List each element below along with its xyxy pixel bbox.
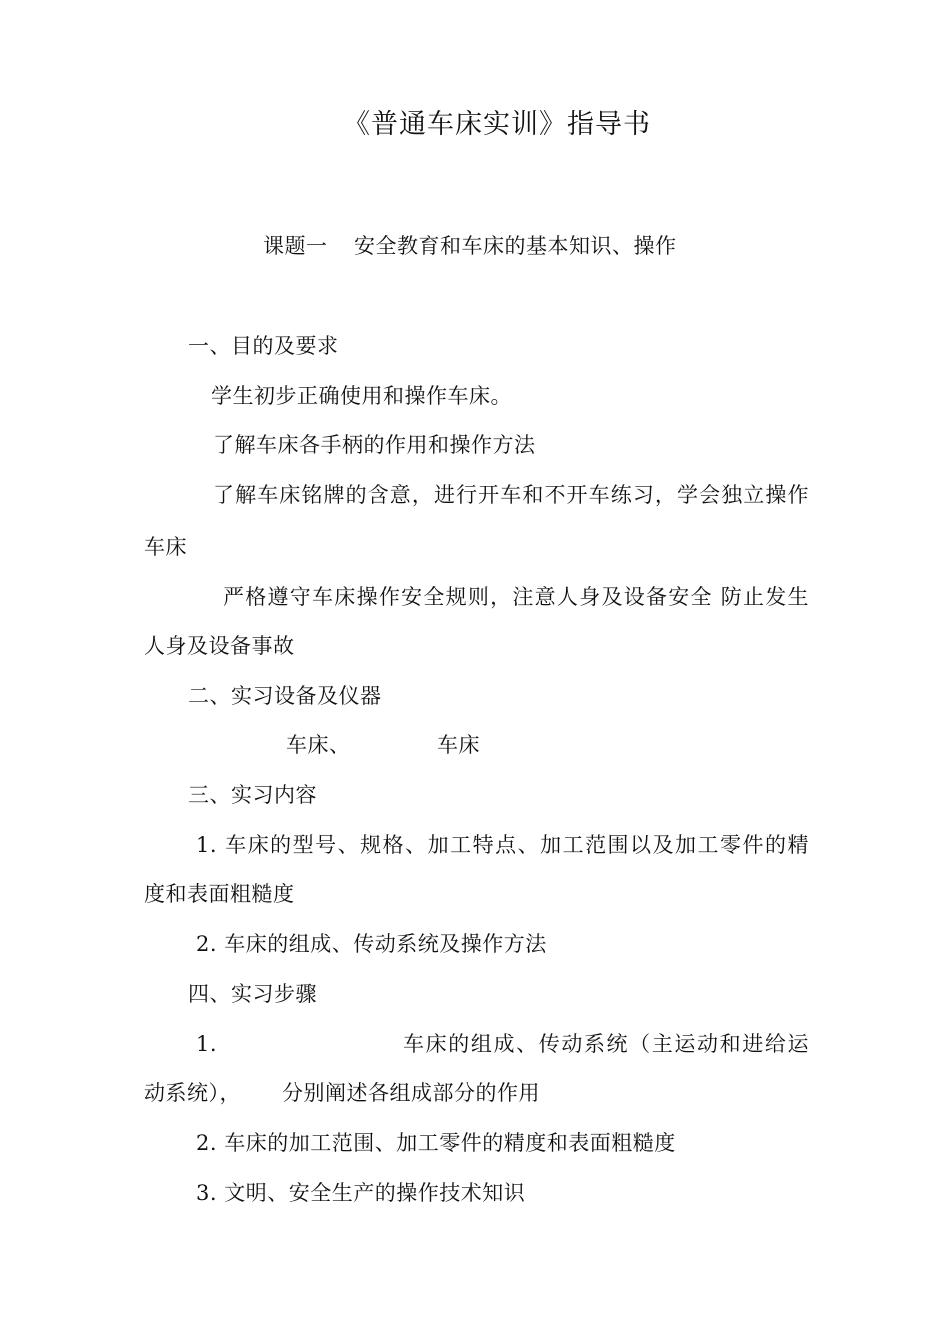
content-item-2: 2. 车床的组成、传动系统及操作方法 [196,932,547,956]
section-heading-steps: 四、实习步骤 [188,982,317,1006]
section-heading-content: 三、实习内容 [188,783,317,807]
goal-item-3-cont: 车床 [144,535,187,559]
goal-item-1: 学生初步正确使用和操作车床。 [211,384,512,408]
lesson-title: 安全教育和车床的基本知识、操作 [354,234,677,258]
step-1-number: 1. [196,1032,218,1056]
goal-item-4: 严格遵守车床操作安全规则，注意人身及设备安全 防止发生 [223,585,809,609]
step-1-text: 车床的组成、传动系统（主运动和进给运 [403,1032,809,1056]
step-1-cont-b: 分别阐述各组成部分的作用 [282,1081,540,1105]
goal-item-4-cont: 人身及设备事故 [144,634,295,658]
lesson-number: 课题一 [263,234,328,258]
content-item-1: 1. 车床的型号、规格、加工特点、加工范围以及加工零件的精 [196,833,809,857]
document-title: 《普通车床实训》指导书 [343,109,651,140]
section-heading-equipment: 二、实习设备及仪器 [188,684,382,708]
step-3: 3. 文明、安全生产的操作技术知识 [196,1181,526,1205]
step-1-cont-a: 动系统）， [144,1081,241,1105]
content-item-1-cont: 度和表面粗糙度 [144,882,295,906]
step-2: 2. 车床的加工范围、加工零件的精度和表面粗糙度 [196,1131,676,1155]
goal-item-3: 了解车床铭牌的含意，进行开车和不开车练习，学会独立操作 [213,483,809,507]
equipment-item-b: 车床 [437,733,480,757]
section-heading-goals: 一、目的及要求 [188,334,339,358]
goal-item-2: 了解车床各手柄的作用和操作方法 [213,433,536,457]
equipment-item-a: 车床、 [286,733,351,757]
